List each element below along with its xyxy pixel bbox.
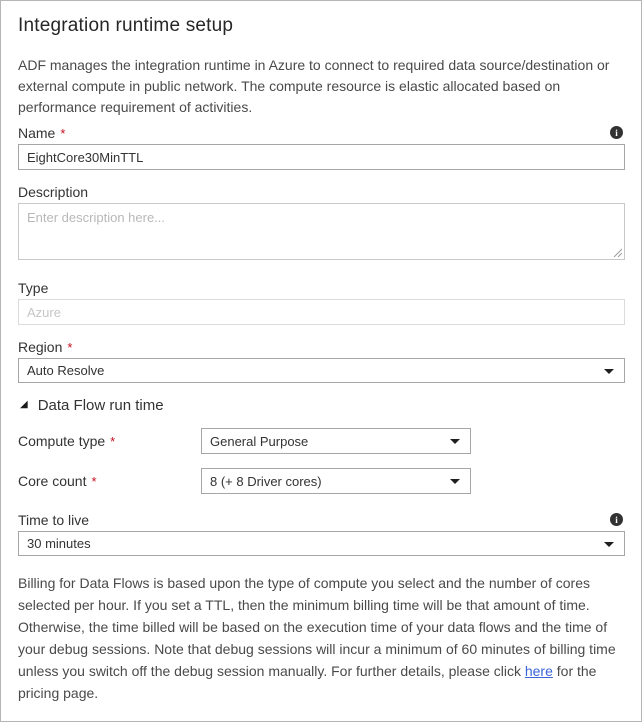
required-asterisk: * [60,125,66,141]
time-to-live-label: Time to live [18,511,90,528]
compute-type-label-text: Compute type [18,433,106,449]
compute-type-dropdown[interactable] [201,428,471,454]
compute-type-field [18,428,625,454]
type-input [18,299,625,325]
description-field [18,183,625,260]
core-count-label [18,473,201,489]
core-count-dropdown[interactable] [201,468,471,494]
caret-down-icon [450,479,460,484]
compute-type-label [18,433,201,449]
region-dropdown[interactable] [18,358,625,383]
section-expander-icon: ◢ [20,399,28,410]
name-label-text: Name [18,124,56,141]
name-input[interactable] [18,144,625,170]
region-dropdown-value: Auto Resolve [27,363,105,378]
type-field [18,279,625,325]
billing-text-before: Billing for Data Flows is based upon the type of compute you select and the number of cores selected per hour. If you set a TTL, then the minimum billing time will be that amount of time. Otherwise, the time billed will be based on the execution time of your data flows and the time of your debug sessions. Note that debug sessions will incur a minimum of 60 minutes of billing time unless you switch off the debug session manually. For further details, please click [18,575,616,679]
resize-handle-icon[interactable] [612,247,622,257]
type-label: Type [18,279,49,296]
intro-text: ADF manages the integration runtime in Azure to connect to required data source/destination or external compute in public network. The compute resource is elastic allocated based on performance requirement of activities. [18,57,610,115]
core-count-field [18,468,625,494]
time-to-live-field [18,511,625,556]
billing-note [18,572,625,704]
pricing-page-link[interactable]: here [524,663,553,679]
data-flow-runtime-section-toggle[interactable] [18,396,625,414]
info-icon[interactable]: i [610,513,623,526]
name-label [18,125,65,141]
caret-down-icon [604,542,614,547]
time-to-live-dropdown-value: 30 minutes [27,536,91,551]
caret-down-icon [604,369,614,374]
name-field [18,124,625,170]
region-label-text: Region [18,338,63,355]
required-asterisk: * [110,434,116,449]
required-asterisk: * [67,339,73,355]
info-icon[interactable]: i [610,126,623,139]
core-count-label-text: Core count [18,473,87,489]
billing-text-after: for the pricing page. [18,663,597,701]
description-textarea[interactable] [18,203,625,260]
caret-down-icon [450,439,460,444]
region-label [18,339,72,355]
description-label: Description [18,183,89,200]
compute-type-dropdown-value: General Purpose [210,433,309,449]
time-to-live-dropdown[interactable] [18,531,625,556]
data-flow-runtime-section-title: Data Flow run time [37,396,164,414]
region-field [18,338,625,383]
page-title: Integration runtime setup [18,15,234,36]
required-asterisk: * [91,474,97,489]
core-count-dropdown-value: 8 (+ 8 Driver cores) [210,473,322,489]
